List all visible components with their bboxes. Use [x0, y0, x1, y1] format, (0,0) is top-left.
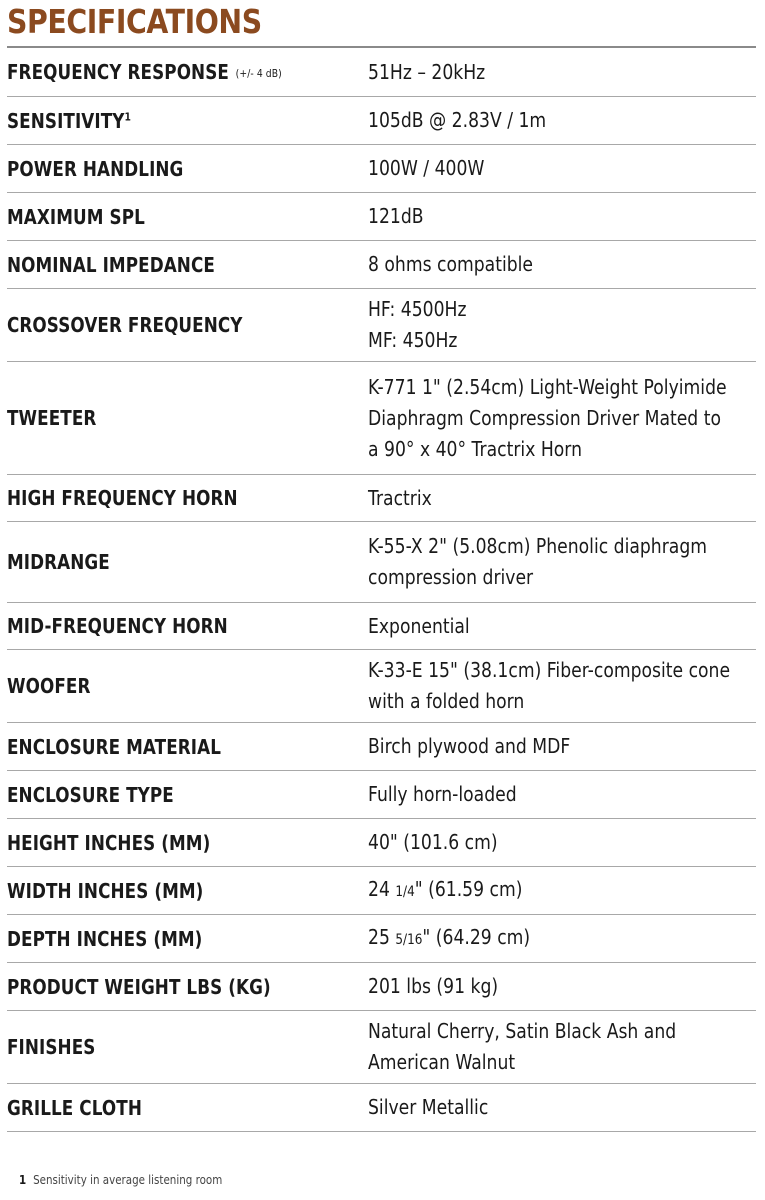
spec-row	[7, 650, 756, 723]
spec-value-metric: " (64.29 cm)	[422, 924, 531, 949]
spec-label-text: ENCLOSURE TYPE	[7, 782, 174, 807]
spec-label-text: TWEETER	[7, 406, 97, 430]
spec-value-line: HF: 4500Hz	[368, 297, 467, 321]
spec-label	[7, 486, 310, 510]
spec-value	[368, 971, 702, 1002]
spec-label	[7, 60, 310, 84]
spec-label-text: NOMINAL IMPEDANCE	[7, 252, 215, 277]
spec-row	[7, 193, 756, 241]
spec-value	[368, 611, 702, 642]
spec-row	[7, 867, 756, 915]
spec-value	[368, 827, 702, 858]
spec-label-text: FREQUENCY RESPONSE	[7, 60, 229, 84]
spec-row	[7, 289, 756, 362]
spec-value	[368, 105, 702, 136]
spec-value	[368, 731, 702, 762]
spec-value-fraction: 5/16	[395, 931, 423, 948]
spec-row	[7, 145, 756, 193]
spec-label-note: (+/- 4 dB)	[235, 67, 282, 80]
spec-row	[7, 723, 756, 771]
spec-row	[7, 1084, 756, 1132]
spec-label-text: MAXIMUM SPL	[7, 204, 145, 229]
spec-value-line: 8 ohms compatible	[368, 252, 534, 276]
spec-row	[7, 241, 756, 289]
spec-value-line: Fully horn-loaded	[368, 782, 517, 806]
spec-value-line: American Walnut	[368, 1050, 516, 1074]
spec-value-line: 201 lbs (91 kg)	[368, 974, 499, 998]
spec-value-line: MF: 450Hz	[368, 328, 458, 352]
spec-label	[7, 783, 310, 807]
page-title: SPECIFICATIONS	[7, 2, 262, 41]
spec-row	[7, 771, 756, 819]
spec-value-line: Natural Cherry, Satin Black Ash and	[368, 1019, 677, 1043]
spec-value	[368, 57, 702, 88]
spec-row	[7, 522, 756, 603]
footnote	[19, 1173, 222, 1187]
spec-label-text: FINISHES	[7, 1035, 96, 1059]
spec-row	[7, 819, 756, 867]
spec-value	[368, 483, 702, 514]
spec-value-line: 100W / 400W	[368, 156, 485, 180]
spec-value	[368, 779, 702, 810]
spec-label-text: MID-FREQUENCY HORN	[7, 614, 228, 638]
spec-value-line: Tractrix	[368, 485, 432, 510]
spec-label	[7, 109, 310, 133]
spec-label	[7, 879, 310, 903]
spec-label-text: PRODUCT WEIGHT LBS (KG)	[7, 974, 271, 999]
spec-label-text: GRILLE CLOTH	[7, 1095, 142, 1120]
spec-value	[368, 372, 727, 465]
spec-label	[7, 735, 310, 759]
spec-value-whole: 24	[368, 876, 396, 901]
spec-row	[7, 362, 756, 475]
spec-label-text: SENSITIVITY	[7, 108, 125, 133]
spec-table	[7, 48, 756, 1132]
spec-row	[7, 915, 756, 963]
spec-label-text: POWER HANDLING	[7, 156, 184, 181]
spec-value-line: Silver Metallic	[368, 1095, 489, 1119]
spec-row	[7, 603, 756, 650]
footnote-reference: 1	[124, 109, 132, 123]
spec-label	[7, 313, 310, 337]
spec-row	[7, 475, 756, 522]
spec-value-line: a 90° x 40° Tractrix Horn	[368, 436, 582, 461]
spec-value-metric: " (61.59 cm)	[414, 876, 523, 901]
spec-label-text: CROSSOVER FREQUENCY	[7, 313, 243, 337]
spec-row	[7, 1011, 756, 1084]
spec-label	[7, 674, 310, 698]
spec-value	[368, 153, 702, 184]
footnote-text: Sensitivity in average listening room	[33, 1173, 223, 1187]
spec-value	[368, 655, 730, 717]
spec-value-line: 121dB	[368, 204, 424, 228]
spec-value	[368, 874, 702, 908]
spec-label-text: WOOFER	[7, 674, 91, 698]
spec-label	[7, 157, 310, 181]
spec-value-fraction: 1/4	[395, 883, 415, 900]
spec-value-line: Birch plywood and MDF	[368, 734, 571, 758]
spec-row	[7, 963, 756, 1011]
spec-value-line: 40" (101.6 cm)	[368, 830, 498, 854]
spec-row	[7, 97, 756, 145]
spec-label-text: DEPTH INCHES (MM)	[7, 926, 203, 951]
spec-label-text: WIDTH INCHES (MM)	[7, 878, 204, 903]
spec-value	[368, 531, 707, 593]
spec-value-line: Diaphragm Compression Driver Mated to	[368, 405, 721, 430]
spec-value-line: with a folded horn	[368, 689, 525, 713]
spec-label-text: MIDRANGE	[7, 550, 110, 574]
spec-value	[368, 1092, 702, 1123]
spec-label-text: HEIGHT INCHES (MM)	[7, 830, 211, 855]
spec-value-whole: 25	[368, 924, 396, 949]
spec-label	[7, 831, 310, 855]
spec-value	[368, 294, 702, 356]
spec-label	[7, 1096, 310, 1120]
spec-label	[7, 975, 310, 999]
spec-label	[7, 927, 310, 951]
spec-label-text: ENCLOSURE MATERIAL	[7, 734, 222, 759]
spec-label-text: HIGH FREQUENCY HORN	[7, 486, 238, 510]
spec-value	[368, 922, 702, 956]
spec-row	[7, 48, 756, 97]
spec-value	[368, 1016, 702, 1078]
spec-value-line: K-33-E 15" (38.1cm) Fiber-composite cone	[368, 658, 731, 682]
spec-value-line: 105dB @ 2.83V / 1m	[368, 108, 547, 132]
spec-label	[7, 406, 310, 430]
spec-value	[368, 201, 702, 232]
spec-value-line: Exponential	[368, 613, 470, 638]
spec-label	[7, 550, 310, 574]
spec-value-line: K-771 1" (2.54cm) Light-Weight Polyimide	[368, 374, 727, 399]
spec-label	[7, 253, 310, 277]
spec-label	[7, 614, 310, 638]
spec-value	[368, 249, 702, 280]
spec-value-line: K-55-X 2" (5.08cm) Phenolic diaphragm	[368, 534, 707, 558]
spec-value-line: 51Hz – 20kHz	[368, 59, 486, 84]
spec-value-line: compression driver	[368, 565, 534, 589]
footnote-mark: 1	[19, 1173, 27, 1187]
spec-label	[7, 205, 310, 229]
spec-label	[7, 1035, 310, 1059]
